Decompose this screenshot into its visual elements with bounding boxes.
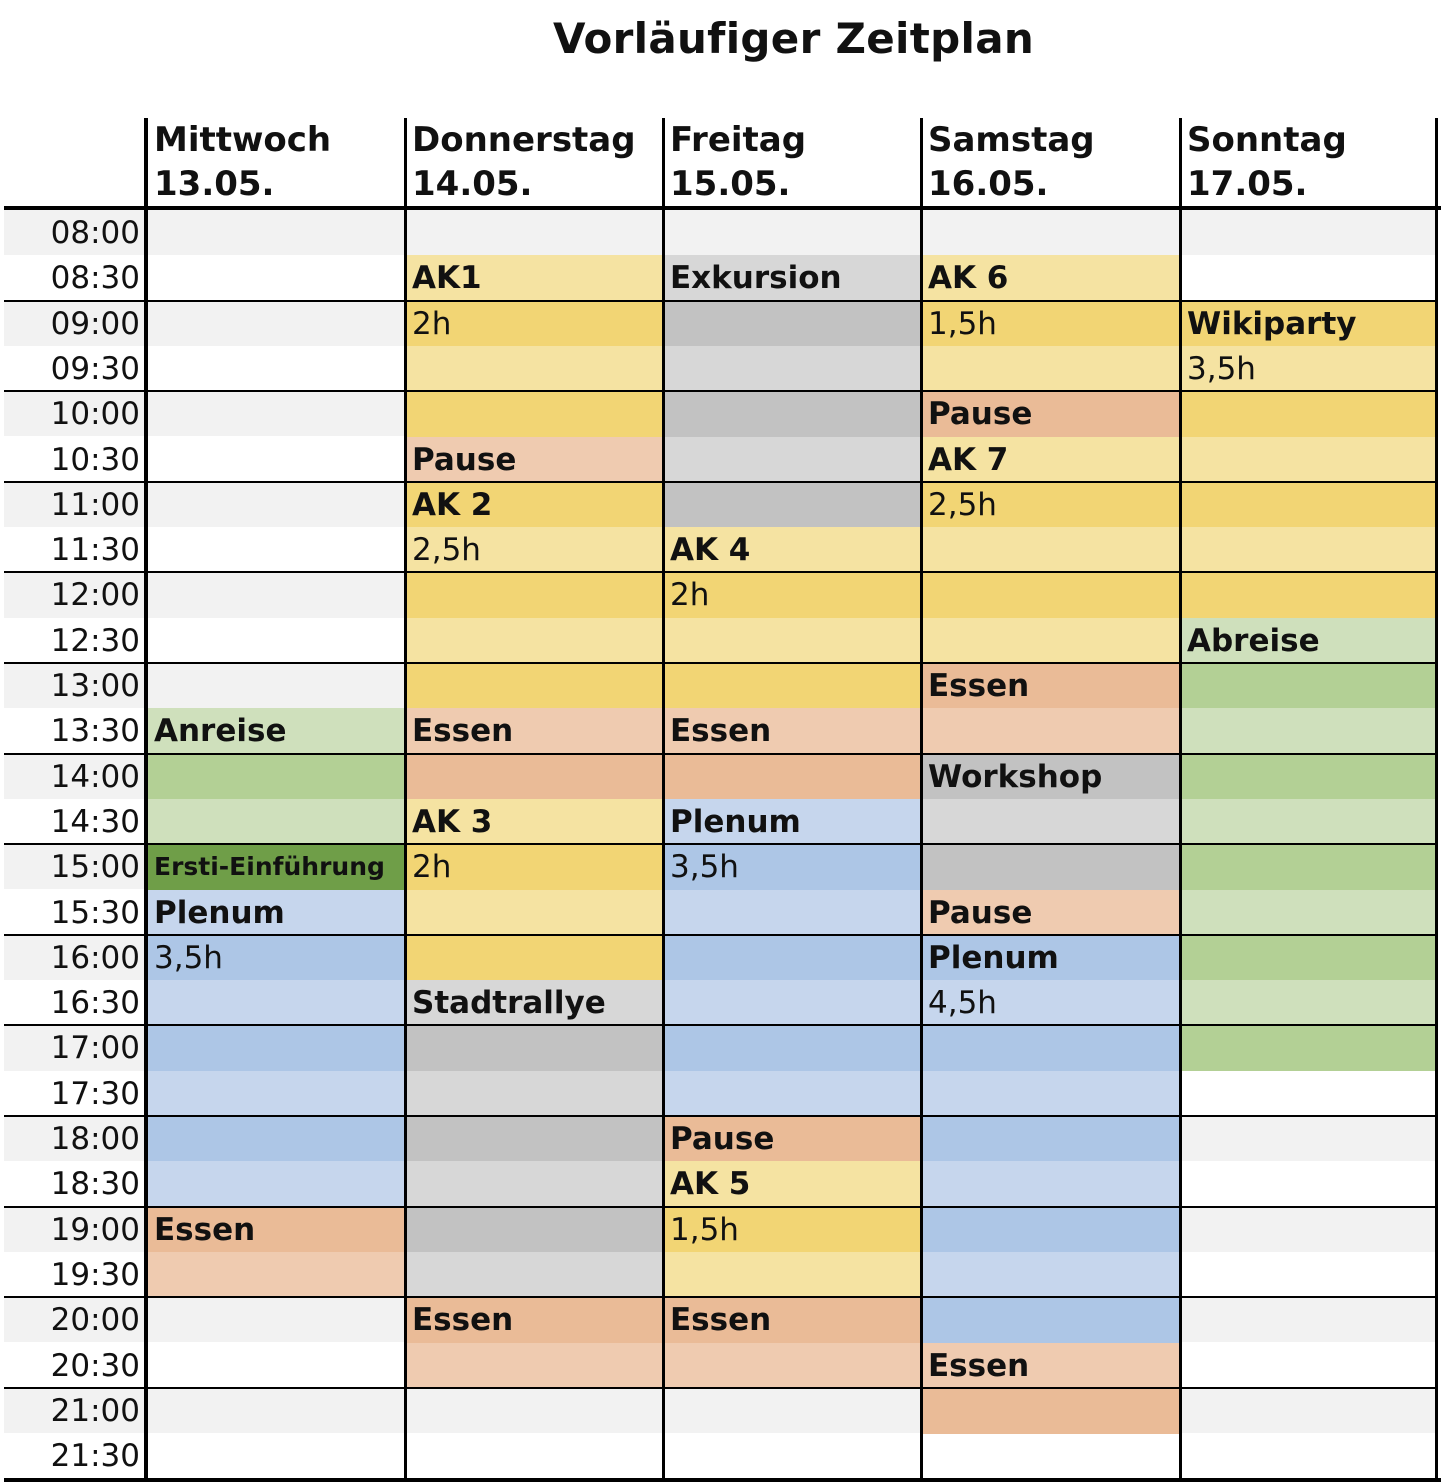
time-label: 20:30 xyxy=(50,1347,140,1384)
day-date: 13.05. xyxy=(154,164,275,204)
event-cell xyxy=(664,301,922,347)
time-label: 19:30 xyxy=(50,1256,140,1293)
event-cell xyxy=(406,1025,664,1071)
time-label: 15:00 xyxy=(50,849,140,886)
event-cell xyxy=(922,844,1181,890)
day-header xyxy=(1181,118,1437,206)
event-label: Anreise xyxy=(154,713,287,750)
column-divider xyxy=(1435,118,1438,1482)
column-divider xyxy=(920,118,923,1482)
day-date: 14.05. xyxy=(412,164,533,204)
row-background xyxy=(4,1388,1437,1433)
time-label: 17:00 xyxy=(50,1030,140,1067)
event-cell xyxy=(406,1161,664,1207)
event-cell xyxy=(664,346,922,392)
event-cell xyxy=(922,1252,1181,1298)
hour-divider xyxy=(4,1024,1437,1026)
event-label: Stadtrallye xyxy=(412,985,606,1022)
hour-divider xyxy=(4,753,1437,755)
time-label: 21:00 xyxy=(50,1392,140,1429)
event-cell xyxy=(922,572,1181,618)
event-cell xyxy=(664,663,922,709)
event-cell xyxy=(922,708,1181,754)
event-cell xyxy=(922,1071,1181,1117)
event-label: Plenum xyxy=(154,894,285,931)
event-cell xyxy=(148,1025,406,1071)
event-cell xyxy=(148,980,406,1026)
day-date: 17.05. xyxy=(1187,164,1308,204)
hour-divider xyxy=(4,1115,1437,1117)
event-label: Wikiparty xyxy=(1187,305,1357,342)
event-duration: 2,5h xyxy=(928,486,997,523)
event-label: AK 6 xyxy=(928,260,1009,297)
event-cell xyxy=(148,1252,406,1298)
event-cell xyxy=(1181,482,1437,528)
event-cell xyxy=(406,572,664,618)
time-label: 12:00 xyxy=(50,577,140,614)
event-cell xyxy=(664,1252,922,1298)
event-cell xyxy=(664,754,922,800)
time-label: 20:00 xyxy=(50,1302,140,1339)
event-cell xyxy=(1181,980,1437,1026)
day-name: Donnerstag xyxy=(412,120,636,160)
event-cell xyxy=(664,1343,922,1389)
day-name: Freitag xyxy=(670,120,807,160)
time-label: 09:00 xyxy=(50,305,140,342)
time-label: 18:00 xyxy=(50,1121,140,1157)
hour-divider xyxy=(4,934,1437,936)
event-label: Pause xyxy=(928,894,1033,931)
event-label: AK 7 xyxy=(928,441,1009,478)
time-label: 16:30 xyxy=(50,985,140,1022)
event-label: AK 5 xyxy=(670,1166,751,1203)
event-label: Plenum xyxy=(928,939,1059,976)
hour-divider xyxy=(4,571,1437,573)
time-label: 08:30 xyxy=(50,260,140,297)
event-cell xyxy=(406,618,664,664)
event-duration: 3,5h xyxy=(1187,350,1256,387)
event-label: Essen xyxy=(412,1302,514,1339)
column-divider xyxy=(144,118,148,1482)
event-cell xyxy=(406,391,664,437)
time-label: 13:30 xyxy=(50,713,140,750)
event-cell xyxy=(664,890,922,936)
event-cell xyxy=(406,935,664,981)
event-cell xyxy=(406,1343,664,1389)
event-cell xyxy=(922,527,1181,573)
event-cell xyxy=(922,1116,1181,1162)
hour-divider xyxy=(4,1206,1437,1208)
event-label: Pause xyxy=(412,441,517,478)
event-cell xyxy=(664,482,922,528)
event-cell xyxy=(922,1025,1181,1071)
schedule-title: Vorläufiger Zeitplan xyxy=(552,14,1035,63)
event-cell xyxy=(406,1252,664,1298)
day-name: Sonntag xyxy=(1187,120,1347,160)
event-cell xyxy=(406,754,664,800)
hour-divider xyxy=(4,662,1437,664)
event-cell xyxy=(406,663,664,709)
event-cell xyxy=(148,1116,406,1162)
event-cell xyxy=(406,1207,664,1253)
day-date: 15.05. xyxy=(670,164,791,204)
hour-divider xyxy=(4,843,1437,845)
event-duration: 2h xyxy=(670,577,710,614)
day-header xyxy=(406,118,664,206)
time-label: 15:30 xyxy=(50,894,140,931)
event-cell xyxy=(406,1116,664,1162)
column-divider xyxy=(404,118,407,1482)
event-duration: 2h xyxy=(412,849,452,886)
event-label: AK 2 xyxy=(412,486,493,523)
event-cell xyxy=(922,799,1181,845)
event-duration: 4,5h xyxy=(928,985,997,1022)
event-cell xyxy=(1181,1025,1437,1071)
event-cell xyxy=(406,890,664,936)
event-label: Pause xyxy=(928,396,1033,433)
day-header xyxy=(148,118,406,206)
day-date: 16.05. xyxy=(928,164,1049,204)
event-duration: 1,5h xyxy=(670,1211,739,1248)
event-cell xyxy=(148,1161,406,1207)
event-label: Essen xyxy=(928,668,1030,704)
event-cell xyxy=(664,391,922,437)
event-cell xyxy=(148,1071,406,1117)
time-label: 11:00 xyxy=(50,486,140,523)
event-cell xyxy=(664,618,922,664)
hour-divider xyxy=(4,390,1437,392)
event-label: Essen xyxy=(412,713,514,750)
event-cell xyxy=(922,1207,1181,1253)
day-header xyxy=(664,118,922,206)
event-cell xyxy=(1181,391,1437,437)
event-duration: 2h xyxy=(412,305,452,342)
time-label: 21:30 xyxy=(50,1438,140,1475)
event-cell xyxy=(1181,708,1437,754)
event-label: Workshop xyxy=(928,758,1103,795)
hour-divider xyxy=(4,300,1437,302)
event-label: Essen xyxy=(154,1211,256,1248)
event-label: Essen xyxy=(670,713,772,750)
event-cell xyxy=(922,1388,1181,1434)
day-name: Samstag xyxy=(928,120,1095,160)
event-cell xyxy=(1181,935,1437,981)
time-label: 13:00 xyxy=(50,668,140,704)
event-cell xyxy=(1181,527,1437,573)
event-duration: 1,5h xyxy=(928,305,997,342)
event-label: Pause xyxy=(670,1121,775,1157)
event-cell xyxy=(664,935,922,981)
row-background xyxy=(4,1433,1437,1478)
column-divider xyxy=(662,118,665,1482)
event-label: Essen xyxy=(928,1347,1030,1384)
event-cell xyxy=(922,346,1181,392)
event-cell xyxy=(1181,754,1437,800)
event-label: Abreise xyxy=(1187,622,1320,659)
event-label: AK 3 xyxy=(412,803,493,840)
event-cell xyxy=(664,437,922,483)
time-label: 19:00 xyxy=(50,1211,140,1248)
event-cell xyxy=(1181,890,1437,936)
time-label: 16:00 xyxy=(50,939,140,976)
event-cell xyxy=(1181,572,1437,618)
event-cell xyxy=(922,618,1181,664)
time-label: 10:30 xyxy=(50,441,140,478)
time-label: 09:30 xyxy=(50,350,140,387)
event-duration: 3,5h xyxy=(154,939,223,976)
event-cell xyxy=(922,1161,1181,1207)
event-duration: 3,5h xyxy=(670,849,739,886)
header-divider xyxy=(4,206,1441,210)
time-label: 08:00 xyxy=(50,215,140,251)
time-label: 18:30 xyxy=(50,1166,140,1203)
bottom-border xyxy=(4,1478,1441,1482)
event-cell xyxy=(406,1071,664,1117)
event-cell xyxy=(406,346,664,392)
hour-divider xyxy=(4,1387,1437,1389)
event-cell xyxy=(1181,663,1437,709)
time-label: 11:30 xyxy=(50,532,140,569)
event-label: Plenum xyxy=(670,803,801,840)
event-cell xyxy=(1181,799,1437,845)
row-background xyxy=(4,210,1437,255)
event-cell xyxy=(148,754,406,800)
event-label: Exkursion xyxy=(670,260,842,297)
event-duration: 2,5h xyxy=(412,532,481,569)
event-cell xyxy=(922,1297,1181,1343)
day-header xyxy=(922,118,1181,206)
day-name: Mittwoch xyxy=(154,120,332,160)
hour-divider xyxy=(4,481,1437,483)
hour-divider xyxy=(4,1296,1437,1298)
event-label: AK 4 xyxy=(670,532,751,569)
time-label: 10:00 xyxy=(50,396,140,433)
time-label: 14:00 xyxy=(50,758,140,795)
time-label: 17:30 xyxy=(50,1075,140,1112)
event-cell xyxy=(1181,844,1437,890)
event-cell xyxy=(664,980,922,1026)
time-label: 12:30 xyxy=(50,622,140,659)
time-label: 14:30 xyxy=(50,803,140,840)
column-divider xyxy=(1179,118,1182,1482)
event-label: Essen xyxy=(670,1302,772,1339)
event-cell xyxy=(664,1071,922,1117)
event-cell xyxy=(148,799,406,845)
event-label: Ersti-Einführung xyxy=(154,852,385,882)
event-cell xyxy=(664,1025,922,1071)
event-label: AK1 xyxy=(412,260,482,297)
event-cell xyxy=(1181,437,1437,483)
